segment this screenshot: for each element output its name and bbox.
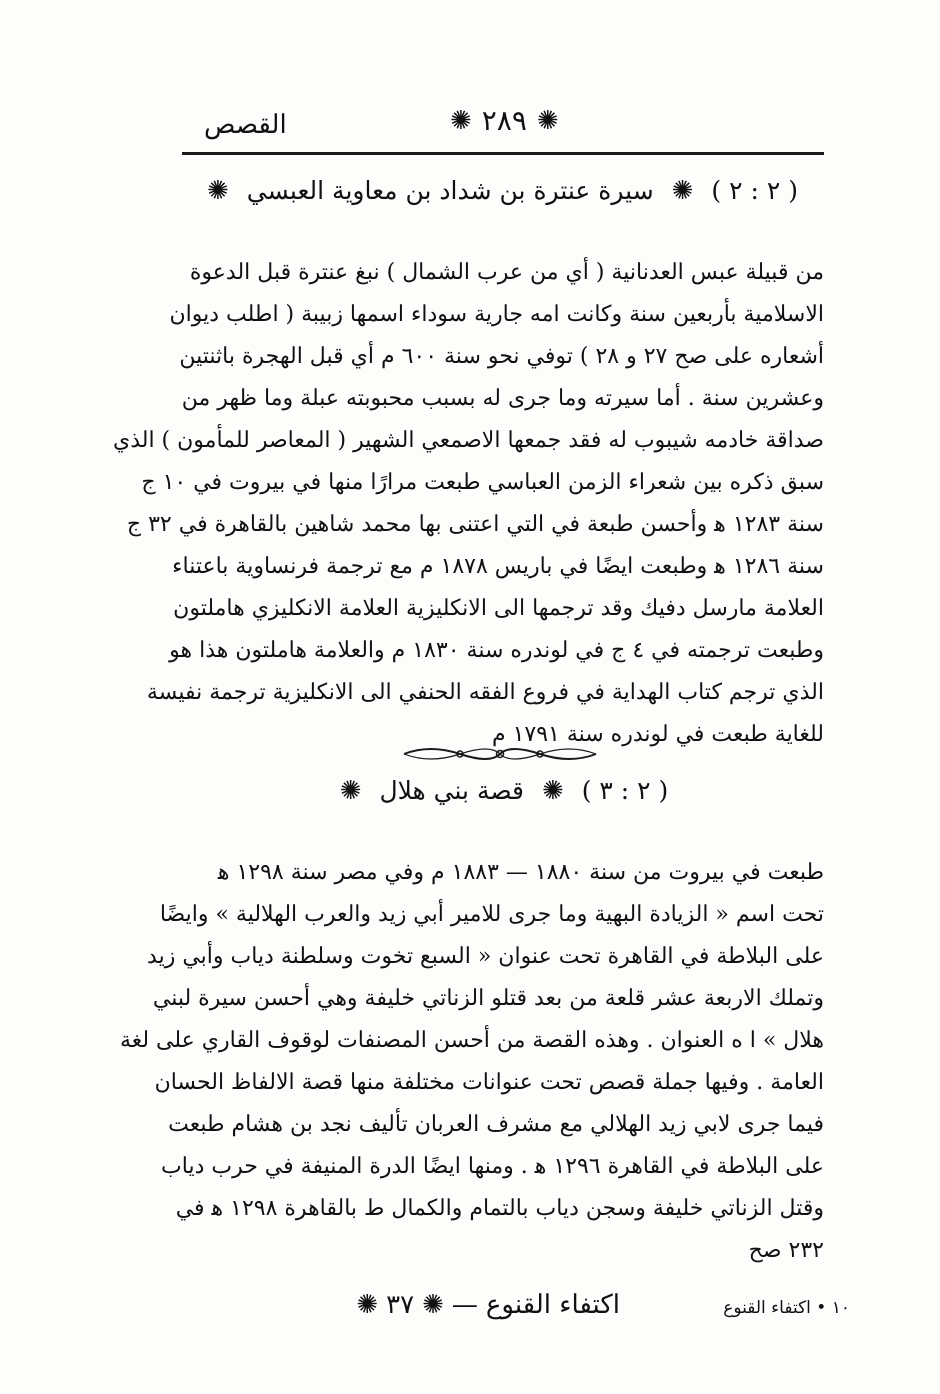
text-line: أشعاره على صح ٢٧ و ٢٨ ) توفي نحو سنة ٦٠٠ م أي قبل الهجرة باثنتين — [179, 344, 824, 369]
star-ornament-icon: ✺ — [536, 105, 559, 136]
text-line: للغاية طبعت في لوندره سنة ١٧٩١ م — [491, 722, 824, 747]
text-line: وعشرين سنة . أما سيرته وما جرى له بسبب محبوبته عبلة وما ظهر من — [181, 386, 824, 411]
star-ornament-icon: ✺ — [422, 1290, 444, 1320]
text-line: فيما جرى لابي زيد الهلالي مع مشرف العربان تأليف نجد بن هشام طبعت — [168, 1112, 824, 1137]
page-header — [180, 98, 828, 148]
section-body-antara — [112, 252, 824, 756]
text-line: وطبعت ترجمته في ٤ ج في لوندره سنة ١٨٣٠ م والعلامة هاملتون هذا هو — [169, 638, 824, 663]
text-line: وقتل الزناتي خليفة وسجن دياب بالتمام والكمال ط بالقاهرة ١٢٩٨ ﻫ في — [175, 1196, 824, 1221]
star-ornament-icon: ✺ — [450, 105, 472, 136]
section-heading-bani-hilal — [180, 776, 828, 820]
footer-page-number: ٣٧ — [386, 1290, 415, 1320]
text-line: طبعت في بيروت من سنة ١٨٨٠ — ١٨٨٣ م وفي مصر سنة ١٢٩٨ ﻫ — [217, 860, 824, 885]
section-body-bani-hilal — [119, 852, 824, 1272]
section-title: قصة بني هلال — [379, 776, 524, 805]
text-line: سبق ذكره بين شعراء الزمن العباسي طبعت مرارًا منها في بيروت في ١٠ ج — [141, 470, 824, 495]
text-line: صداقة خادمه شيبوب له فقد جمعها الاصمعي الشهير ( المعاصر للمأمون ) الذي — [112, 428, 824, 453]
text-line: سنة ١٢٨٦ ﻫ وطبعت ايضًا في باريس ١٨٧٨ م مع ترجمة فرنساوية باعتناء — [172, 554, 824, 579]
section-title: سيرة عنترة بن شداد بن معاوية العبسي — [246, 176, 654, 205]
text-line: على البلاطة في القاهرة تحت عنوان « السبع تخوت وسلطنة دياب وأبي زيد — [147, 944, 824, 969]
dash: — — [451, 1290, 478, 1320]
decorative-divider — [400, 740, 600, 768]
section-heading-antara — [180, 176, 828, 220]
section-number: ( ٢ : ٣ ) — [581, 776, 669, 805]
text-line: وتملك الاربعة عشر قلعة من بعد قتلو الزناتي خليفة وهي أحسن سيرة لبني — [152, 986, 824, 1011]
text-line: تحت اسم « الزيادة البهية وما جرى للامير أبي زيد والعرب الهلالية » وايضًا — [159, 902, 824, 927]
text-line: من قبيلة عبس العدنانية ( أي من عرب الشمال ) نبغ عنترة قبل الدعوة — [189, 260, 824, 285]
text-line: الذي ترجم كتاب الهداية في فروع الفقه الحنفي الى الانكليزية ترجمة نفيسة — [146, 680, 824, 705]
page-footer — [356, 1290, 880, 1334]
star-ornament-icon: ✺ — [671, 176, 694, 206]
text-line: ٢٣٢ صح — [748, 1238, 824, 1263]
footer-title-group — [356, 1290, 620, 1320]
star-ornament-icon: ✺ — [339, 776, 362, 806]
running-title: القصص — [204, 110, 287, 140]
text-line: العلامة مارسل دفيك وقد ترجمها الى الانكليزية العلامة الانكليزي هاملتون — [173, 596, 824, 621]
text-line: سنة ١٢٨٣ ﻫ وأحسن طبعة في التي اعتنى بها محمد شاهين بالقاهرة في ٣٢ ج — [126, 512, 824, 537]
header-rule — [182, 152, 824, 155]
star-ornament-icon: ✺ — [207, 176, 229, 206]
page-number-group — [450, 104, 559, 137]
signature-mark: ١٠ • اكتفاء القنوع — [723, 1298, 850, 1318]
footer-title: اكتفاء القنوع — [485, 1290, 620, 1320]
section-number: ( ٢ : ٢ ) — [711, 176, 798, 205]
star-ornament-icon: ✺ — [541, 776, 564, 806]
text-line: العامة . وفيها جملة قصص تحت عنوانات مختلفة منها قصة الالفاظ الحسان — [154, 1070, 824, 1095]
page-number: ٢٨٩ — [481, 104, 527, 137]
text-line: على البلاطة في القاهرة ١٢٩٦ ﻫ . ومنها ايضًا الدرة المنيفة في حرب دياب — [161, 1154, 824, 1179]
text-line: الاسلامية بأربعين سنة وكانت امه جارية سوداء اسمها زبيبة ( اطلب ديوان — [169, 302, 824, 327]
text-line: هلال » ا ه العنوان . وهذه القصة من أحسن المصنفات لوقوف القاري على لغة — [119, 1028, 824, 1053]
star-ornament-icon: ✺ — [356, 1290, 379, 1320]
